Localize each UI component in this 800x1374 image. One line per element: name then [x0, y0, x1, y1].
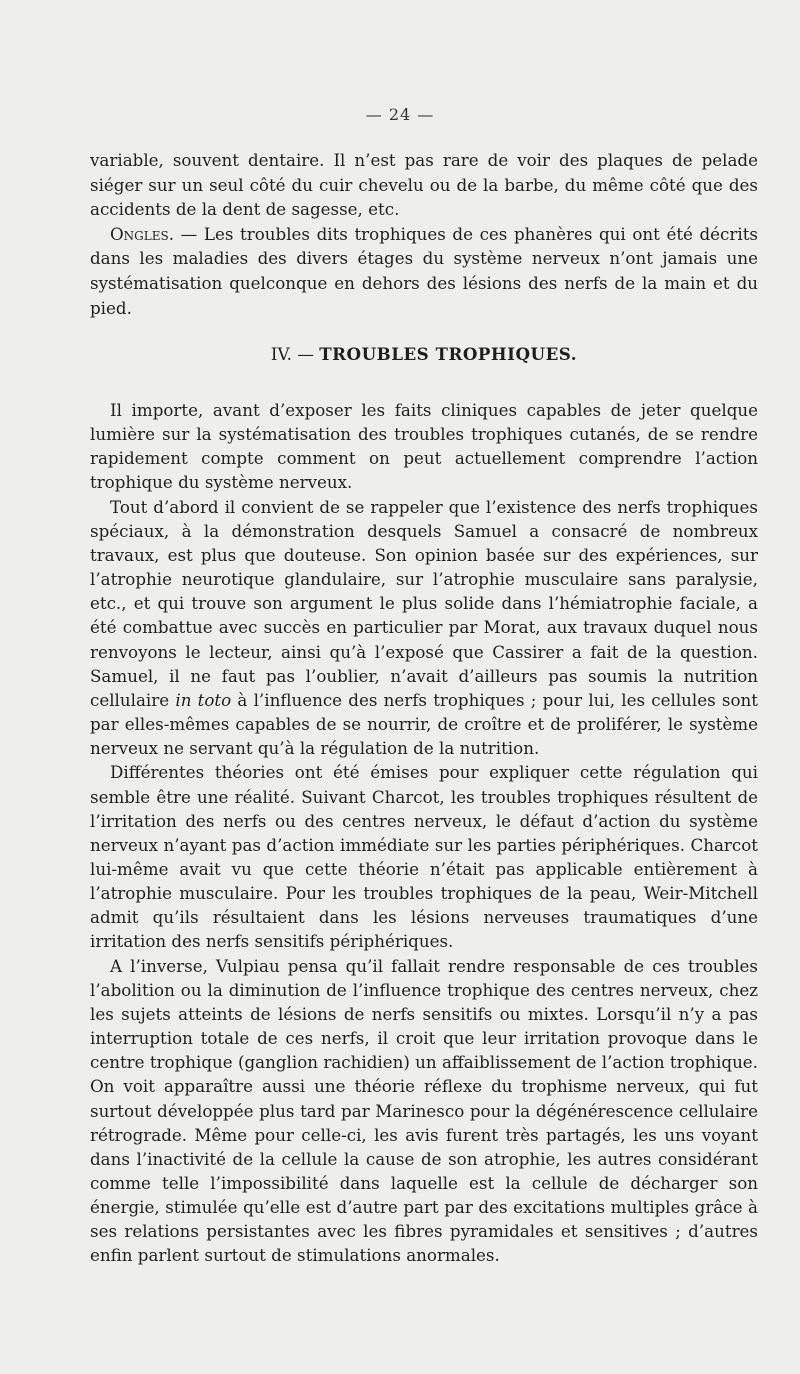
- section-heading: [90, 342, 758, 366]
- section-title: TROUBLES TROPHIQUES.: [319, 344, 578, 364]
- paragraph-2-italic: in toto: [175, 689, 232, 710]
- paragraph-ongles: [90, 222, 758, 320]
- page-number: — 24 —: [365, 105, 435, 124]
- paragraph-1: Il importe, avant d’exposer les faits cliniques capables de jeter quelque lumière sur la systématisation des troubles trophiques cutanés, de se rendre rapidement compte comment on peut actuellement comprendre l’action trophique du système nerveux.: [90, 400, 758, 493]
- paragraph-2: [90, 495, 758, 761]
- section-number: IV. —: [270, 344, 320, 364]
- paragraph-2-part-2: à l’influence des nerfs trophiques ; pour lui, les cellules sont par elles-mêmes capables de se nourrir, de croître et de proliférer, le système nerveux ne servant qu’à la régulation de la nutrition.: [90, 689, 758, 759]
- paragraph-4: A l’inverse, Vulpiau pensa qu’il fallait rendre responsable de ces troubles l’abolition ou la diminution de l’influence trophique des centres nerveux, chez les sujets atteints de lésions de nerfs sensitifs ou mixtes. Lorsqu’il n’y a pas interruption totale de ces nerfs, il croit que leur irritation provoque dans le centre trophique (ganglion rachidien) un affaiblissement de l’action trophique. On voit apparaître aussi une théorie réflexe du trophisme nerveux, qui fut surtout développée plus tard par Marinesco pour la dégénérescence cellulaire rétrograde. Même pour celle-ci, les avis furent très partagés, les uns voyant dans l’inactivité de la cellule la cause de son atrophie, les autres considérant comme telle l’impossibilité dans laquelle est la cellule de décharger son énergie, stimulée qu’elle est d’autre part par des excitations multiples grâce à ses relations persistantes avec les fibres pyramidales et sensitives ; d’autres enfin parlent surtout de stimulations anormales.: [90, 955, 758, 1266]
- paragraph-continued: variable, souvent dentaire. Il n’est pas rare de voir des plaques de pelade siéger sur un seul côté du cuir chevelu ou de la barbe, du même côté que des accidents de la dent de sagesse, etc.: [90, 150, 758, 220]
- top-text-block: [90, 148, 758, 320]
- ongles-label: Ongles.: [110, 223, 175, 244]
- section-text-block: [90, 398, 758, 1268]
- ongles-text: — Les troubles dits trophiques de ces phanères qui ont été décrits dans les maladies des divers étages du système nerveux n’ont jamais une systématisation quelconque en dehors des lésions des nerfs de la main et du pied.: [90, 223, 758, 318]
- paragraph-2-part-1: Tout d’abord il convient de se rappeler que l’existence des nerfs trophiques spéciaux, à la démonstration desquels Samuel a consacré de nombreux travaux, est plus que douteuse. Son opinion basée sur des expériences, sur l’atrophie neurotique glandulaire, sur l’atrophie musculaire sans paralysie, etc., et qui trouve son argument le plus solide dans l’hémiatrophie faciale, a été combattue avec succès en particulier par Morat, aux travaux duquel nous renvoyons le lecteur, ainsi qu’à l’exposé que Cassirer a fait de la question. Samuel, il ne faut pas l’oublier, n’avait d’ailleurs pas soumis la nutrition cellulaire: [90, 496, 758, 710]
- paragraph-3: Différentes théories ont été émises pour expliquer cette régulation qui semble être une réalité. Suivant Charcot, les troubles trophiques résultent de l’irritation des nerfs ou des centres nerveux, le défaut d’action du système nerveux n’ayant pas d’action immédiate sur les parties périphériques. Charcot lui-même avait vu que cette théorie n’était pas applicable entièrement à l’atrophie musculaire. Pour les troubles trophiques de la peau, Weir-Mitchell admit qu’ils résultaient dans les lésions nerveuses traumatiques d’une irritation des nerfs sensitifs périphériques.: [90, 762, 758, 952]
